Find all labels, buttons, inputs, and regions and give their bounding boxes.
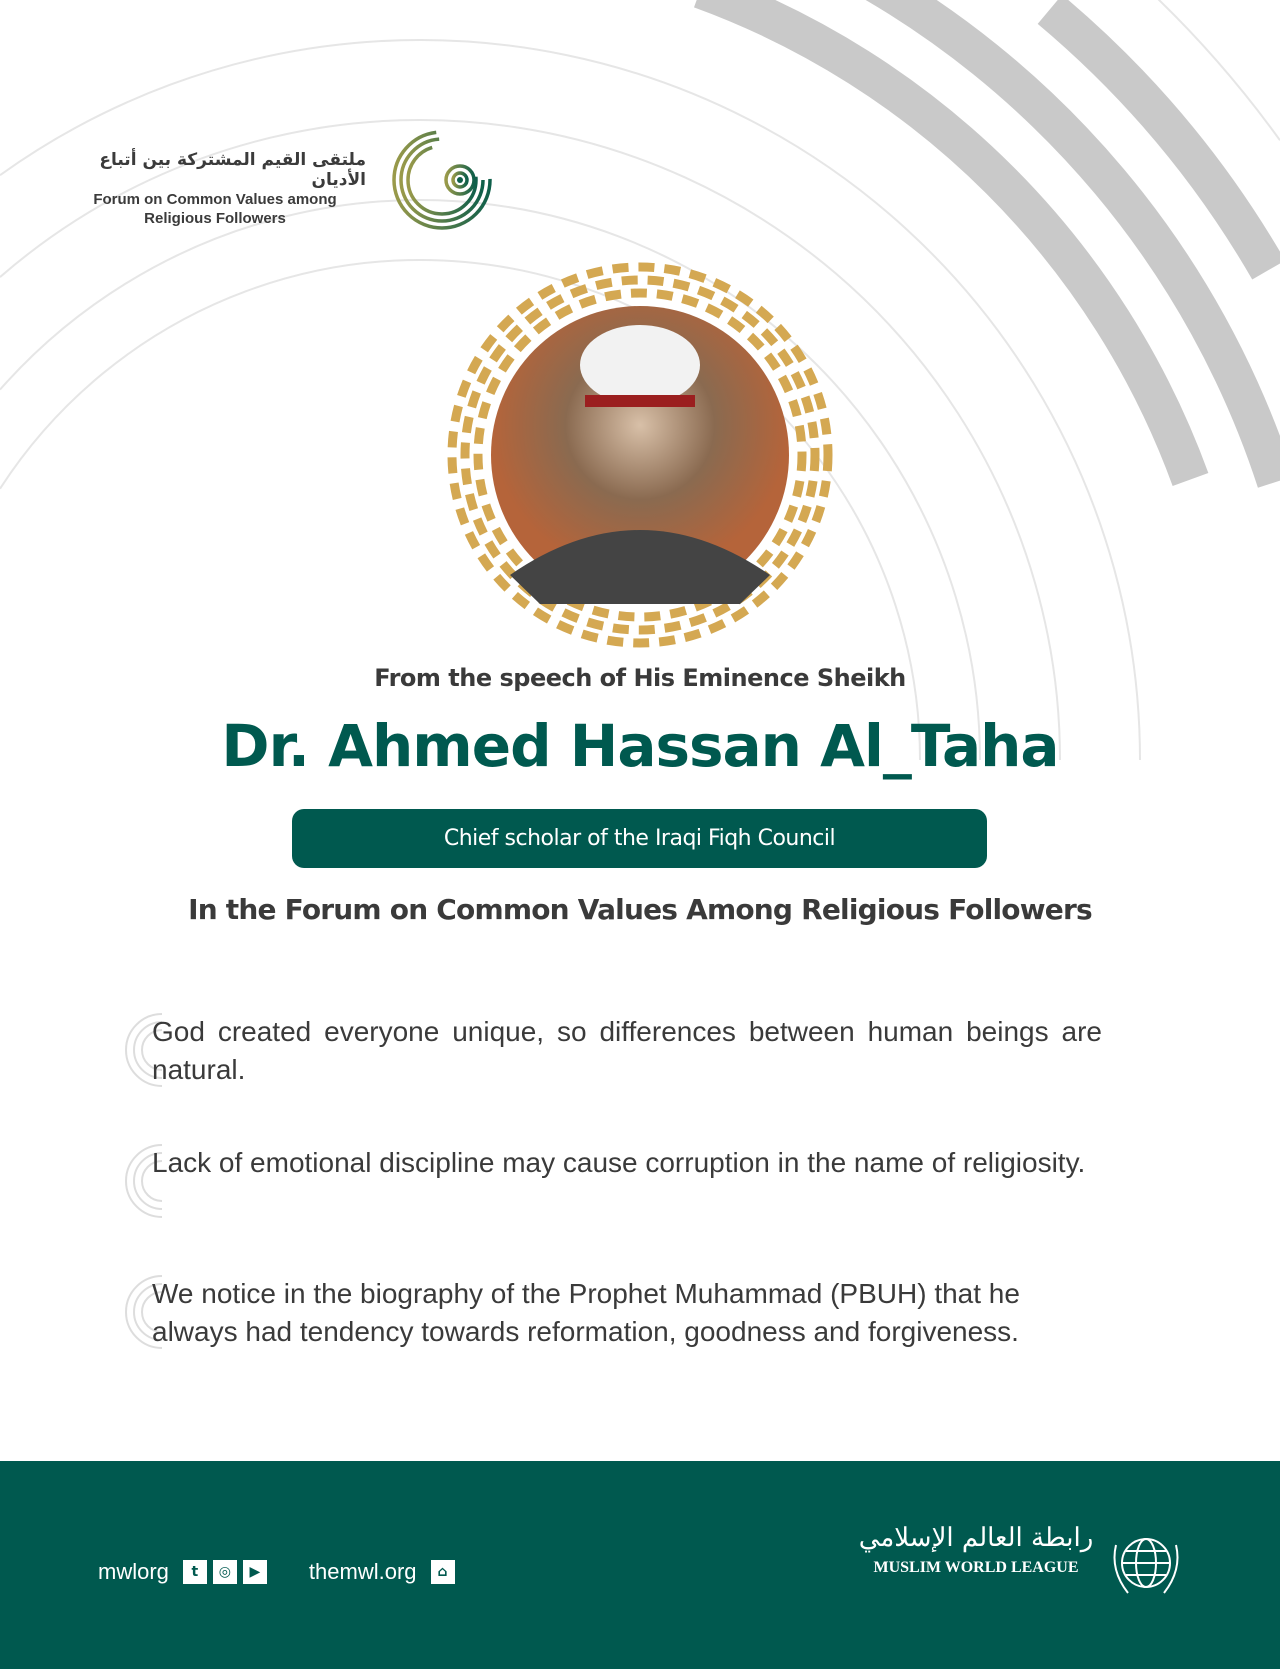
forum-line: In the Forum on Common Values Among Religious Followers [188, 893, 1092, 926]
quote-1: God created everyone unique, so differences between human beings are natural. [152, 1016, 1102, 1085]
social-handle[interactable]: mwlorg [98, 1559, 169, 1584]
youtube-icon[interactable]: ▶ [243, 1560, 267, 1584]
twitter-icon[interactable]: t [183, 1560, 207, 1584]
logo-arabic: ملتقى القيم المشتركة بين أتباع الأديان [99, 150, 366, 190]
instagram-icon[interactable]: ◎ [213, 1560, 237, 1584]
org-english-name: MUSLIM WORLD LEAGUE [873, 1559, 1079, 1576]
website-link[interactable]: themwl.org [308, 1559, 417, 1584]
quote-3: We notice in the biography of the Prophet Muhammad (PBUH) that he always had tendency towards reformation, goodness and forgiveness. [152, 1278, 1020, 1347]
logo-english-2: Religious Followers [144, 210, 286, 227]
speaker-photo-frame [440, 255, 840, 655]
mwl-emblem-icon [1108, 1525, 1184, 1601]
forum-logo-icon [390, 128, 494, 232]
intro-text: From the speech of His Eminence Sheikh [374, 664, 906, 692]
footer [0, 1461, 1280, 1669]
logo-english-1: Forum on Common Values among [93, 191, 337, 208]
home-icon[interactable]: ⌂ [431, 1560, 455, 1584]
speaker-title-badge [292, 809, 987, 868]
org-arabic-name: رابطة العالم الإسلامي [858, 1523, 1094, 1553]
forum-logo-text [60, 150, 370, 228]
speaker-title: Chief scholar of the Iraqi Fiqh Council [443, 826, 836, 851]
speaker-name: Dr. Ahmed Hassan Al_Taha [221, 712, 1059, 780]
quote-2: Lack of emotional discipline may cause corruption in the name of religiosity. [152, 1147, 1086, 1178]
